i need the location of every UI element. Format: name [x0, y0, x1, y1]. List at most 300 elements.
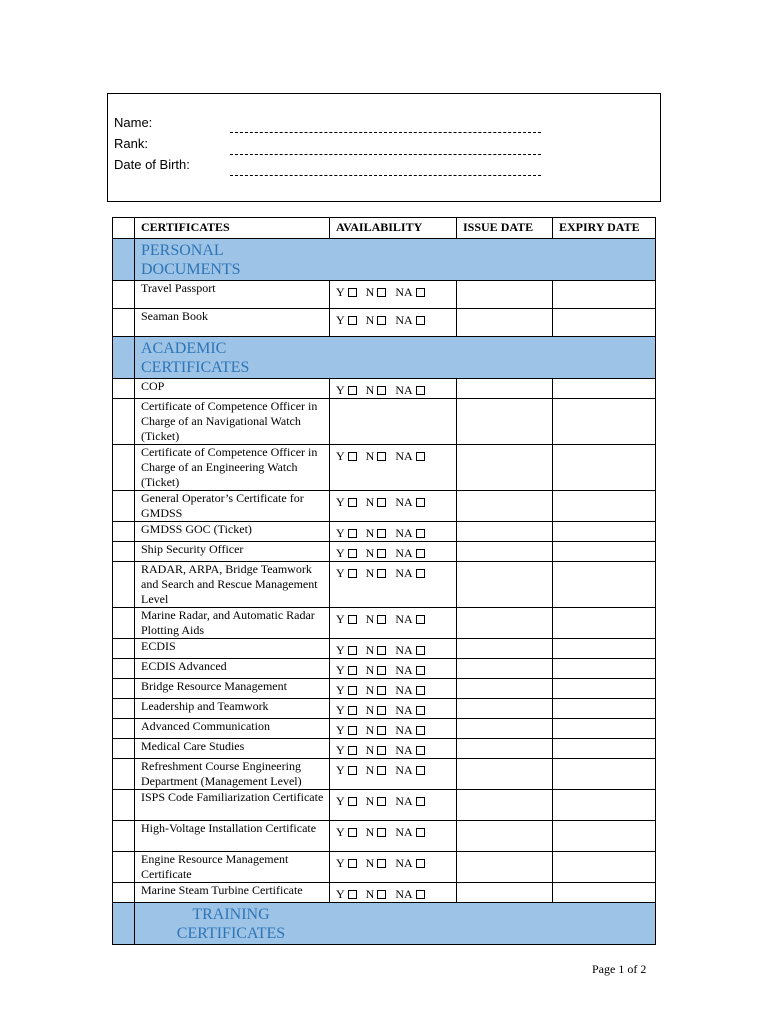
checkbox-icon[interactable] — [348, 766, 357, 775]
certificate-name: GMDSS GOC (Ticket) — [135, 522, 330, 542]
section-blank-cell — [113, 903, 135, 945]
table-row — [113, 852, 656, 883]
expiry-date-cell[interactable] — [553, 821, 656, 852]
availability-cell — [330, 821, 457, 852]
option-na[interactable] — [395, 763, 424, 778]
option-label: N — [365, 449, 375, 463]
checkbox-icon[interactable] — [377, 726, 386, 735]
certificate-name: Marine Steam Turbine Certificate — [135, 883, 330, 903]
expiry-date-cell[interactable] — [553, 790, 656, 821]
availability-options — [336, 759, 452, 778]
availability-cell — [330, 281, 457, 309]
option-na[interactable] — [395, 856, 424, 871]
checkbox-icon[interactable] — [377, 386, 386, 395]
option-y[interactable] — [336, 683, 357, 698]
checkbox-icon[interactable] — [348, 452, 357, 461]
certificate-name: General Operator’s Certificate for GMDSS — [135, 491, 330, 522]
availability-cell — [330, 790, 457, 821]
option-n[interactable] — [366, 495, 387, 510]
option-label: N — [365, 495, 375, 509]
option-y[interactable] — [336, 856, 357, 871]
table-row — [113, 679, 656, 699]
checkbox-icon[interactable] — [377, 706, 386, 715]
option-na[interactable] — [395, 743, 424, 758]
issue-date-cell[interactable] — [457, 719, 553, 739]
row-blank-cell — [113, 659, 135, 679]
checkbox-icon[interactable] — [377, 549, 386, 558]
option-n[interactable] — [366, 723, 387, 738]
option-label: Y — [336, 663, 345, 677]
row-blank-cell — [113, 379, 135, 399]
table-row — [113, 659, 656, 679]
header-blank-cell — [113, 218, 135, 239]
option-label: NA — [395, 495, 413, 509]
section-cell — [135, 903, 656, 945]
rank-label: Rank: — [114, 136, 148, 151]
expiry-date-cell[interactable] — [553, 309, 656, 337]
issue-date-cell[interactable] — [457, 309, 553, 337]
certificate-name: ECDIS Advanced — [135, 659, 330, 679]
expiry-date-cell[interactable] — [553, 883, 656, 903]
expiry-date-cell[interactable] — [553, 699, 656, 719]
section-cell — [135, 337, 656, 379]
option-na[interactable] — [395, 643, 424, 658]
option-y[interactable] — [336, 723, 357, 738]
availability-options — [336, 883, 452, 902]
option-na[interactable] — [395, 383, 424, 398]
availability-options — [336, 379, 452, 398]
checkbox-icon[interactable] — [377, 646, 386, 655]
option-na[interactable] — [395, 285, 424, 300]
issue-date-cell[interactable] — [457, 491, 553, 522]
option-y[interactable] — [336, 612, 357, 627]
availability-options — [336, 790, 452, 809]
checkbox-icon[interactable] — [416, 890, 425, 899]
option-label: N — [365, 887, 375, 901]
availability-options — [336, 562, 452, 581]
checkbox-icon[interactable] — [348, 569, 357, 578]
option-n[interactable] — [366, 383, 387, 398]
option-na[interactable] — [395, 566, 424, 581]
availability-options — [336, 719, 452, 738]
checkbox-icon[interactable] — [348, 316, 357, 325]
certificate-name: RADAR, ARPA, Bridge Teamwork and Search and Rescue Management Level — [135, 562, 330, 608]
option-n[interactable] — [366, 643, 387, 658]
checkbox-icon[interactable] — [377, 766, 386, 775]
availability-options — [336, 659, 452, 678]
certificate-name: Travel Passport — [135, 281, 330, 309]
certificates-table — [112, 217, 656, 945]
option-label: N — [365, 763, 375, 777]
issue-date-cell[interactable] — [457, 759, 553, 790]
option-na[interactable] — [395, 612, 424, 627]
option-label: NA — [395, 313, 413, 327]
option-n[interactable] — [366, 794, 387, 809]
option-na[interactable] — [395, 313, 424, 328]
option-na[interactable] — [395, 546, 424, 561]
option-n[interactable] — [366, 663, 387, 678]
option-y[interactable] — [336, 495, 357, 510]
issue-date-cell[interactable] — [457, 399, 553, 445]
row-blank-cell — [113, 562, 135, 608]
checkbox-icon[interactable] — [416, 686, 425, 695]
option-label: NA — [395, 566, 413, 580]
row-blank-cell — [113, 739, 135, 759]
option-na[interactable] — [395, 495, 424, 510]
availability-cell — [330, 852, 457, 883]
checkbox-icon[interactable] — [377, 615, 386, 624]
issue-date-cell[interactable] — [457, 790, 553, 821]
option-label: N — [365, 723, 375, 737]
option-label: N — [365, 683, 375, 697]
option-n[interactable] — [366, 285, 387, 300]
section-row — [113, 239, 656, 281]
option-label: Y — [336, 612, 345, 626]
option-label: Y — [336, 495, 345, 509]
section-title: PERSONAL DOCUMENTS — [141, 242, 241, 278]
option-n[interactable] — [366, 703, 387, 718]
availability-cell — [330, 883, 457, 903]
checkbox-icon[interactable] — [348, 615, 357, 624]
checkbox-icon[interactable] — [416, 498, 425, 507]
availability-options — [336, 491, 452, 510]
option-label: N — [365, 313, 375, 327]
availability-options — [336, 542, 452, 561]
issue-date-cell[interactable] — [457, 522, 553, 542]
expiry-date-cell[interactable] — [553, 445, 656, 491]
checkbox-icon[interactable] — [348, 706, 357, 715]
header-availability: AVAILABILITY — [330, 218, 457, 239]
section-row — [113, 903, 656, 945]
issue-date-cell[interactable] — [457, 379, 553, 399]
row-blank-cell — [113, 790, 135, 821]
option-y[interactable] — [336, 663, 357, 678]
option-y[interactable] — [336, 566, 357, 581]
expiry-date-cell[interactable] — [553, 659, 656, 679]
checkbox-icon[interactable] — [377, 529, 386, 538]
checkbox-icon[interactable] — [416, 569, 425, 578]
table-row — [113, 309, 656, 337]
certificate-name: Seaman Book — [135, 309, 330, 337]
option-y[interactable] — [336, 643, 357, 658]
availability-cell — [330, 639, 457, 659]
checkbox-icon[interactable] — [348, 646, 357, 655]
option-label: N — [365, 743, 375, 757]
row-blank-cell — [113, 399, 135, 445]
header-expiry-date: EXPIRY DATE — [553, 218, 656, 239]
availability-cell — [330, 309, 457, 337]
option-n[interactable] — [366, 683, 387, 698]
row-blank-cell — [113, 445, 135, 491]
issue-date-cell[interactable] — [457, 679, 553, 699]
option-na[interactable] — [395, 683, 424, 698]
checkbox-icon[interactable] — [377, 498, 386, 507]
checkbox-icon[interactable] — [348, 686, 357, 695]
checkbox-icon[interactable] — [377, 686, 386, 695]
option-n[interactable] — [366, 856, 387, 871]
row-blank-cell — [113, 759, 135, 790]
option-label: NA — [395, 825, 413, 839]
option-y[interactable] — [336, 887, 357, 902]
checkbox-icon[interactable] — [348, 726, 357, 735]
expiry-date-cell[interactable] — [553, 608, 656, 639]
row-blank-cell — [113, 608, 135, 639]
certificate-name: Ship Security Officer — [135, 542, 330, 562]
checkbox-icon[interactable] — [348, 890, 357, 899]
expiry-date-cell[interactable] — [553, 852, 656, 883]
checkbox-icon[interactable] — [377, 316, 386, 325]
dob-field-line[interactable] — [230, 175, 541, 176]
option-label: Y — [336, 449, 345, 463]
issue-date-cell[interactable] — [457, 562, 553, 608]
option-y[interactable] — [336, 313, 357, 328]
certificate-name: ECDIS — [135, 639, 330, 659]
option-label: Y — [336, 285, 345, 299]
option-y[interactable] — [336, 383, 357, 398]
checkbox-icon[interactable] — [348, 386, 357, 395]
checkbox-icon[interactable] — [416, 386, 425, 395]
availability-options — [336, 821, 452, 840]
checkbox-icon[interactable] — [377, 828, 386, 837]
checkbox-icon[interactable] — [348, 498, 357, 507]
expiry-date-cell[interactable] — [553, 739, 656, 759]
checkbox-icon[interactable] — [377, 569, 386, 578]
option-y[interactable] — [336, 794, 357, 809]
option-label: N — [365, 612, 375, 626]
option-label: NA — [395, 703, 413, 717]
option-label: NA — [395, 663, 413, 677]
expiry-date-cell[interactable] — [553, 639, 656, 659]
section-blank-cell — [113, 239, 135, 281]
option-label: NA — [395, 612, 413, 626]
table-row — [113, 522, 656, 542]
option-n[interactable] — [366, 743, 387, 758]
checkbox-icon[interactable] — [377, 746, 386, 755]
issue-date-cell[interactable] — [457, 445, 553, 491]
row-blank-cell — [113, 821, 135, 852]
name-field-line[interactable] — [230, 132, 541, 133]
dob-label: Date of Birth: — [114, 157, 190, 172]
option-na[interactable] — [395, 663, 424, 678]
page-number: Page 1 of 2 — [592, 962, 647, 976]
option-label: Y — [336, 703, 345, 717]
checkbox-icon[interactable] — [416, 726, 425, 735]
checkbox-icon[interactable] — [377, 797, 386, 806]
option-n[interactable] — [366, 449, 387, 464]
checkbox-icon[interactable] — [416, 646, 425, 655]
option-n[interactable] — [366, 825, 387, 840]
option-label: N — [365, 825, 375, 839]
checkbox-icon[interactable] — [416, 746, 425, 755]
option-label: NA — [395, 526, 413, 540]
checkbox-icon[interactable] — [416, 316, 425, 325]
option-y[interactable] — [336, 526, 357, 541]
option-na[interactable] — [395, 449, 424, 464]
table-row — [113, 491, 656, 522]
checkbox-icon[interactable] — [377, 666, 386, 675]
option-label: Y — [336, 383, 345, 397]
certificate-name: ISPS Code Familiarization Certificate — [135, 790, 330, 821]
checkbox-icon[interactable] — [348, 666, 357, 675]
checkbox-icon[interactable] — [348, 797, 357, 806]
checkbox-icon[interactable] — [348, 549, 357, 558]
checkbox-icon[interactable] — [416, 288, 425, 297]
option-label: N — [365, 526, 375, 540]
option-label: N — [365, 383, 375, 397]
section-title: TRAINING CERTIFICATES — [176, 906, 286, 942]
checkbox-icon[interactable] — [416, 828, 425, 837]
checkbox-icon[interactable] — [348, 859, 357, 868]
table-row — [113, 399, 656, 445]
checkbox-icon[interactable] — [416, 452, 425, 461]
option-label: Y — [336, 794, 345, 808]
row-blank-cell — [113, 639, 135, 659]
option-y[interactable] — [336, 743, 357, 758]
personal-info-box — [107, 93, 661, 202]
checkbox-icon[interactable] — [416, 766, 425, 775]
availability-cell — [330, 699, 457, 719]
option-label: N — [365, 566, 375, 580]
certificate-name: Leadership and Teamwork — [135, 699, 330, 719]
option-label: Y — [336, 313, 345, 327]
checkbox-icon[interactable] — [377, 859, 386, 868]
option-label: N — [365, 643, 375, 657]
checkbox-icon[interactable] — [348, 529, 357, 538]
checkbox-icon[interactable] — [416, 549, 425, 558]
availability-options — [336, 739, 452, 758]
availability-options — [336, 309, 452, 328]
option-label: NA — [395, 383, 413, 397]
issue-date-cell[interactable] — [457, 281, 553, 309]
issue-date-cell[interactable] — [457, 542, 553, 562]
checkbox-icon[interactable] — [348, 288, 357, 297]
option-na[interactable] — [395, 887, 424, 902]
expiry-date-cell[interactable] — [553, 399, 656, 445]
issue-date-cell[interactable] — [457, 699, 553, 719]
availability-cell — [330, 379, 457, 399]
option-y[interactable] — [336, 825, 357, 840]
option-label: Y — [336, 825, 345, 839]
option-na[interactable] — [395, 825, 424, 840]
option-n[interactable] — [366, 313, 387, 328]
checkbox-icon[interactable] — [416, 797, 425, 806]
option-na[interactable] — [395, 723, 424, 738]
option-na[interactable] — [395, 794, 424, 809]
option-y[interactable] — [336, 449, 357, 464]
expiry-date-cell[interactable] — [553, 281, 656, 309]
option-label: N — [365, 856, 375, 870]
row-blank-cell — [113, 719, 135, 739]
table-row — [113, 739, 656, 759]
expiry-date-cell[interactable] — [553, 719, 656, 739]
table-row — [113, 821, 656, 852]
option-label: NA — [395, 794, 413, 808]
certificate-name: High-Voltage Installation Certificate — [135, 821, 330, 852]
availability-cell — [330, 739, 457, 759]
certificate-name: Engine Resource Management Certificate — [135, 852, 330, 883]
checkbox-icon[interactable] — [416, 706, 425, 715]
issue-date-cell[interactable] — [457, 659, 553, 679]
name-label: Name: — [114, 115, 153, 130]
availability-cell — [330, 679, 457, 699]
option-na[interactable] — [395, 526, 424, 541]
table-row — [113, 281, 656, 309]
checkbox-icon[interactable] — [377, 452, 386, 461]
checkbox-icon[interactable] — [416, 859, 425, 868]
checkbox-icon[interactable] — [416, 666, 425, 675]
issue-date-cell[interactable] — [457, 639, 553, 659]
expiry-date-cell[interactable] — [553, 491, 656, 522]
option-n[interactable] — [366, 526, 387, 541]
checkbox-icon[interactable] — [377, 890, 386, 899]
table-row — [113, 719, 656, 739]
option-label: NA — [395, 887, 413, 901]
expiry-date-cell[interactable] — [553, 522, 656, 542]
availability-cell — [330, 608, 457, 639]
option-label: NA — [395, 285, 413, 299]
option-label: Y — [336, 763, 345, 777]
option-n[interactable] — [366, 566, 387, 581]
availability-cell — [330, 562, 457, 608]
table-row — [113, 542, 656, 562]
option-n[interactable] — [366, 763, 387, 778]
option-n[interactable] — [366, 546, 387, 561]
checkbox-icon[interactable] — [348, 746, 357, 755]
row-blank-cell — [113, 309, 135, 337]
checkbox-icon[interactable] — [348, 828, 357, 837]
option-na[interactable] — [395, 703, 424, 718]
availability-cell — [330, 445, 457, 491]
option-n[interactable] — [366, 887, 387, 902]
option-y[interactable] — [336, 546, 357, 561]
expiry-date-cell[interactable] — [553, 562, 656, 608]
issue-date-cell[interactable] — [457, 739, 553, 759]
expiry-date-cell[interactable] — [553, 542, 656, 562]
section-title: ACADEMIC CERTIFICATES — [141, 340, 250, 376]
availability-options — [336, 608, 452, 627]
table-row — [113, 790, 656, 821]
table-row — [113, 883, 656, 903]
issue-date-cell[interactable] — [457, 821, 553, 852]
row-blank-cell — [113, 281, 135, 309]
rank-field-line[interactable] — [230, 154, 541, 155]
availability-options — [336, 639, 452, 658]
certificate-name: Marine Radar, and Automatic Radar Plotting Aids — [135, 608, 330, 639]
option-y[interactable] — [336, 703, 357, 718]
row-blank-cell — [113, 542, 135, 562]
option-y[interactable] — [336, 285, 357, 300]
issue-date-cell[interactable] — [457, 883, 553, 903]
issue-date-cell[interactable] — [457, 852, 553, 883]
expiry-date-cell[interactable] — [553, 759, 656, 790]
availability-cell — [330, 542, 457, 562]
option-y[interactable] — [336, 763, 357, 778]
table-row — [113, 608, 656, 639]
checkbox-icon[interactable] — [377, 288, 386, 297]
option-label: NA — [395, 743, 413, 757]
checkbox-icon[interactable] — [416, 529, 425, 538]
option-label: Y — [336, 566, 345, 580]
option-n[interactable] — [366, 612, 387, 627]
availability-options — [336, 679, 452, 698]
issue-date-cell[interactable] — [457, 608, 553, 639]
checkbox-icon[interactable] — [416, 615, 425, 624]
availability-options — [336, 699, 452, 718]
table-row — [113, 759, 656, 790]
expiry-date-cell[interactable] — [553, 679, 656, 699]
availability-options — [336, 522, 452, 541]
expiry-date-cell[interactable] — [553, 379, 656, 399]
